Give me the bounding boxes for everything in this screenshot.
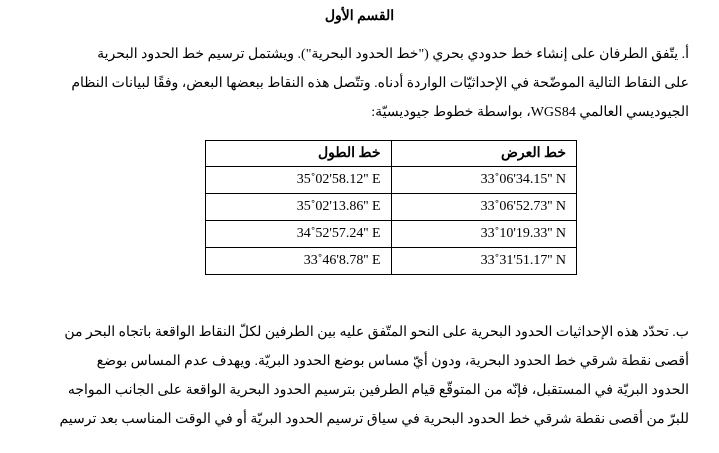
latitude-value: 33˚10'19.33'' N [480,226,566,241]
latitude-value: 33˚31'51.17'' N [480,253,566,268]
paragraph-b-line: للبرّ من أقصى نقطة شرقي خط الحدود البحرية في سياق ترسيم الحدود البريّة أو في الوقت المناسب بعد ترسيم [59,412,689,427]
longitude-cell [206,167,392,194]
paragraph-a-line: الجيوديسي العالمي WGS84، بواسطة خطوط جيوديسيّة: [371,105,689,120]
longitude-value: 35˚02'13.86'' E [296,199,381,214]
paragraph-a [71,40,689,127]
latitude-cell [391,167,577,194]
latitude-cell [391,221,577,248]
latitude-cell [391,248,577,275]
longitude-value: 35˚02'58.12'' E [296,172,381,187]
table-row [206,194,577,221]
section-heading: القسم الأول [324,9,395,24]
paragraph-a-line: على النقاط التالية الموضّحة في الإحداثيّات الواردة أدناه. وتتّصل هذه النقاط ببعضها البعض، وفقًا لبيانات النظام [71,76,689,91]
paragraph-a-line: أ. يتّفق الطرفان على إنشاء خط حدودي بحري ("خط الحدود البحرية"). ويشتمل ترسيم خط الحدود البحرية [97,47,689,62]
latitude-value: 33˚06'52.73'' N [480,199,566,214]
paragraph-b-line: الحدود البريّة في المستقبل، فإنّه من المتوقّع قيام الطرفين بترسيم الحدود البحرية الواقعة على الجانب المواجه [67,383,689,398]
table-row [206,167,577,194]
longitude-cell [206,194,392,221]
longitude-value: 33˚46'8.78'' E [303,253,381,268]
paragraph-b [59,318,689,434]
paragraph-b-line: أقصى نقطة شرقي خط الحدود البحرية، ودون أيّ مساس بوضع الحدود البريّة. ويهدف عدم المساس بوضع [96,354,689,369]
table-header-row [206,141,577,167]
table-row [206,221,577,248]
longitude-cell [206,248,392,275]
paragraph-b-line: ب. تحدّد هذه الإحداثيات الحدود البحرية على النحو المتّفق عليه بين الطرفين لكلّ النقاط الواقعة باتجاه البحر من [64,325,689,340]
latitude-header: خط العرض [391,141,577,167]
longitude-value: 34˚52'57.24'' E [296,226,381,241]
latitude-value: 33˚06'34.15'' N [480,172,566,187]
latitude-cell [391,194,577,221]
coordinates-table [205,140,577,275]
longitude-header: خط الطول [206,141,392,167]
longitude-cell [206,221,392,248]
table-row [206,248,577,275]
